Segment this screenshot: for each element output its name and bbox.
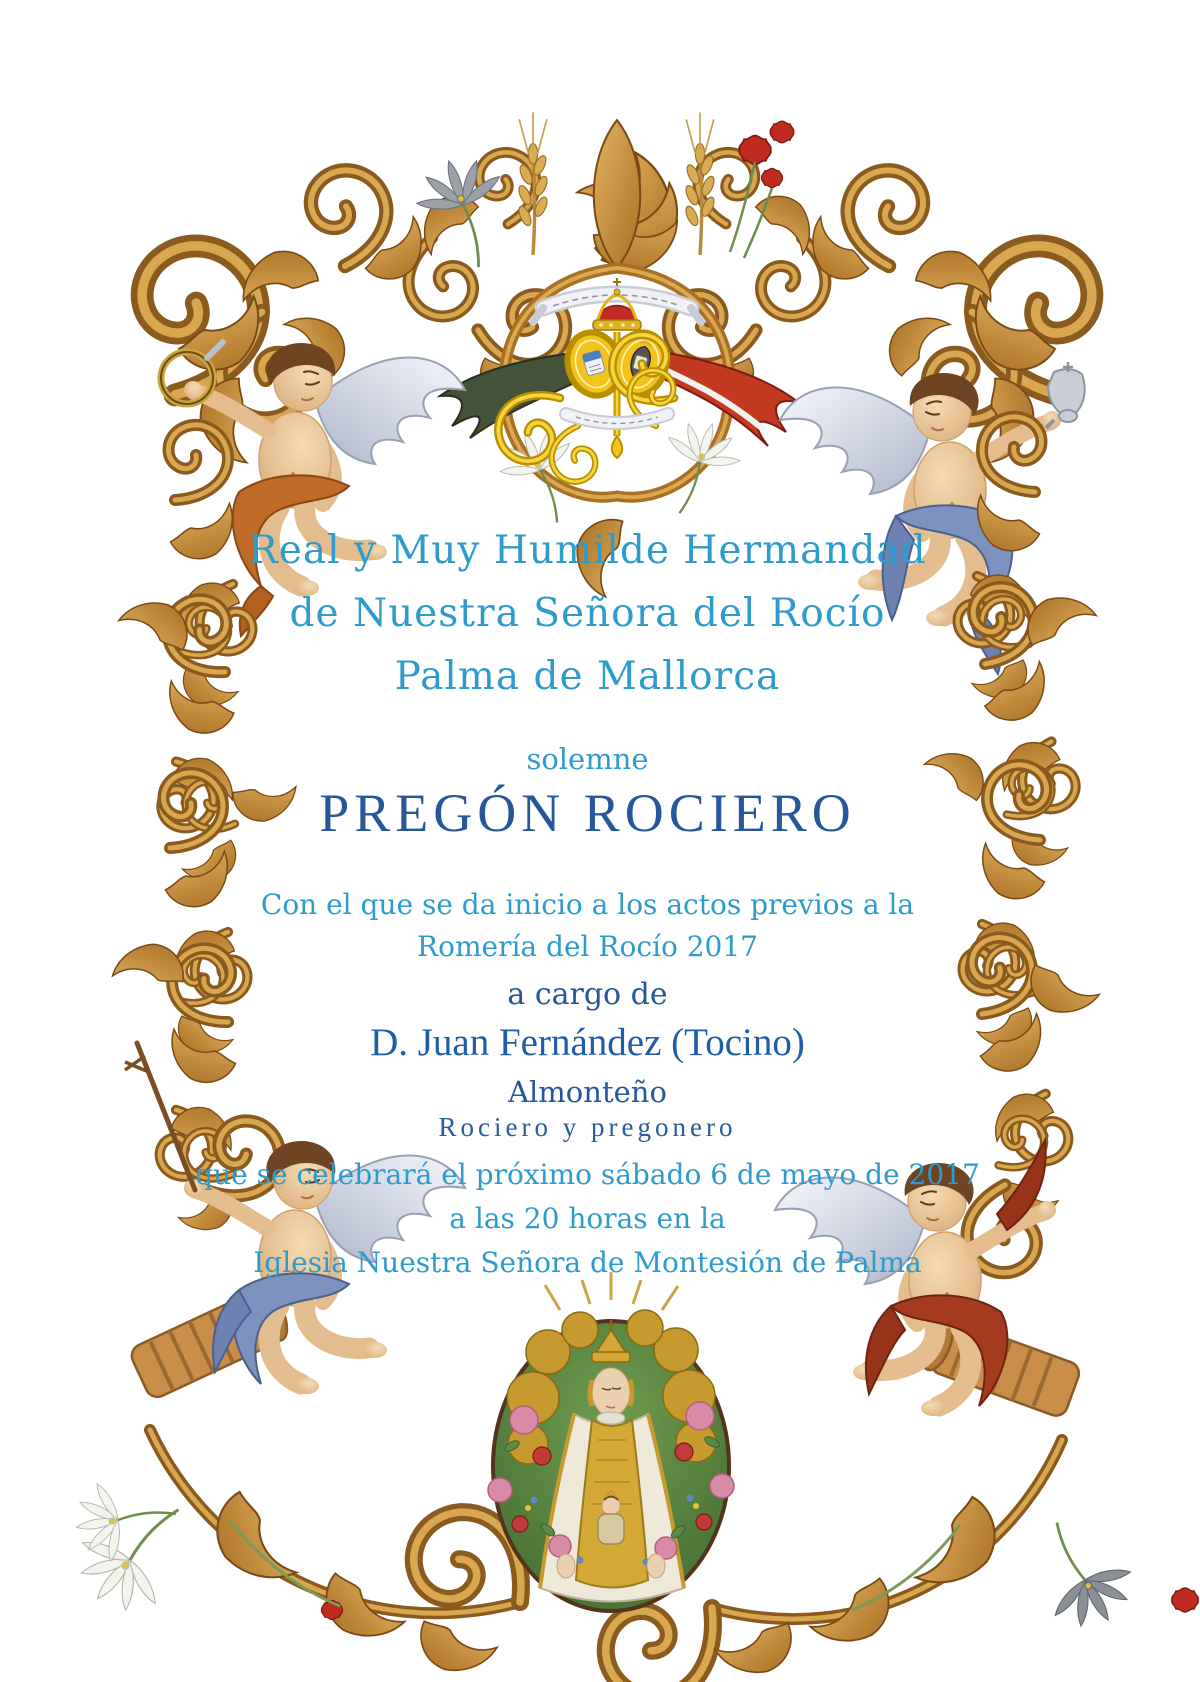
speaker-name: D. Juan Fernández (Tocino) (370, 1021, 805, 1064)
schedule-line1: que se celebrará el próximo sábado 6 de mayo de 2017 (195, 1158, 980, 1191)
lily-gray-top (406, 147, 526, 279)
carnation-bottom-right (1172, 1588, 1198, 1612)
lily-white-left (489, 418, 597, 535)
venue: Iglesia Nuestra Señora de Montesión de Palma (253, 1246, 922, 1279)
wheat-left (517, 112, 550, 255)
intro-line2: Romería del Rocío 2017 (417, 930, 758, 963)
lily-gray-bottom-right (1014, 1502, 1147, 1642)
event-title: PREGÓN ROCIERO (319, 783, 856, 843)
event-prefix: solemne (526, 742, 649, 776)
virgin-medallion-image (488, 1272, 734, 1611)
carnations-top (730, 121, 794, 258)
speaker-origin: Almonteño (508, 1075, 667, 1109)
organization-line2: de Nuestra Señora del Rocío (289, 591, 886, 636)
wheat-right (684, 112, 717, 255)
by-label: a cargo de (507, 977, 668, 1012)
speaker-role: Rociero y pregonero (438, 1112, 737, 1142)
lily-white-right (646, 412, 749, 526)
palmette-ornament (567, 120, 698, 283)
organization-line3: Palma de Mallorca (394, 654, 781, 699)
schedule-line2: a las 20 horas en la (449, 1202, 726, 1235)
intro-line1: Con el que se da inicio a los actos previos a la (260, 888, 915, 921)
crown-icon (593, 278, 641, 330)
organization-line1: Real y Muy Humilde Hermandad (248, 528, 927, 573)
